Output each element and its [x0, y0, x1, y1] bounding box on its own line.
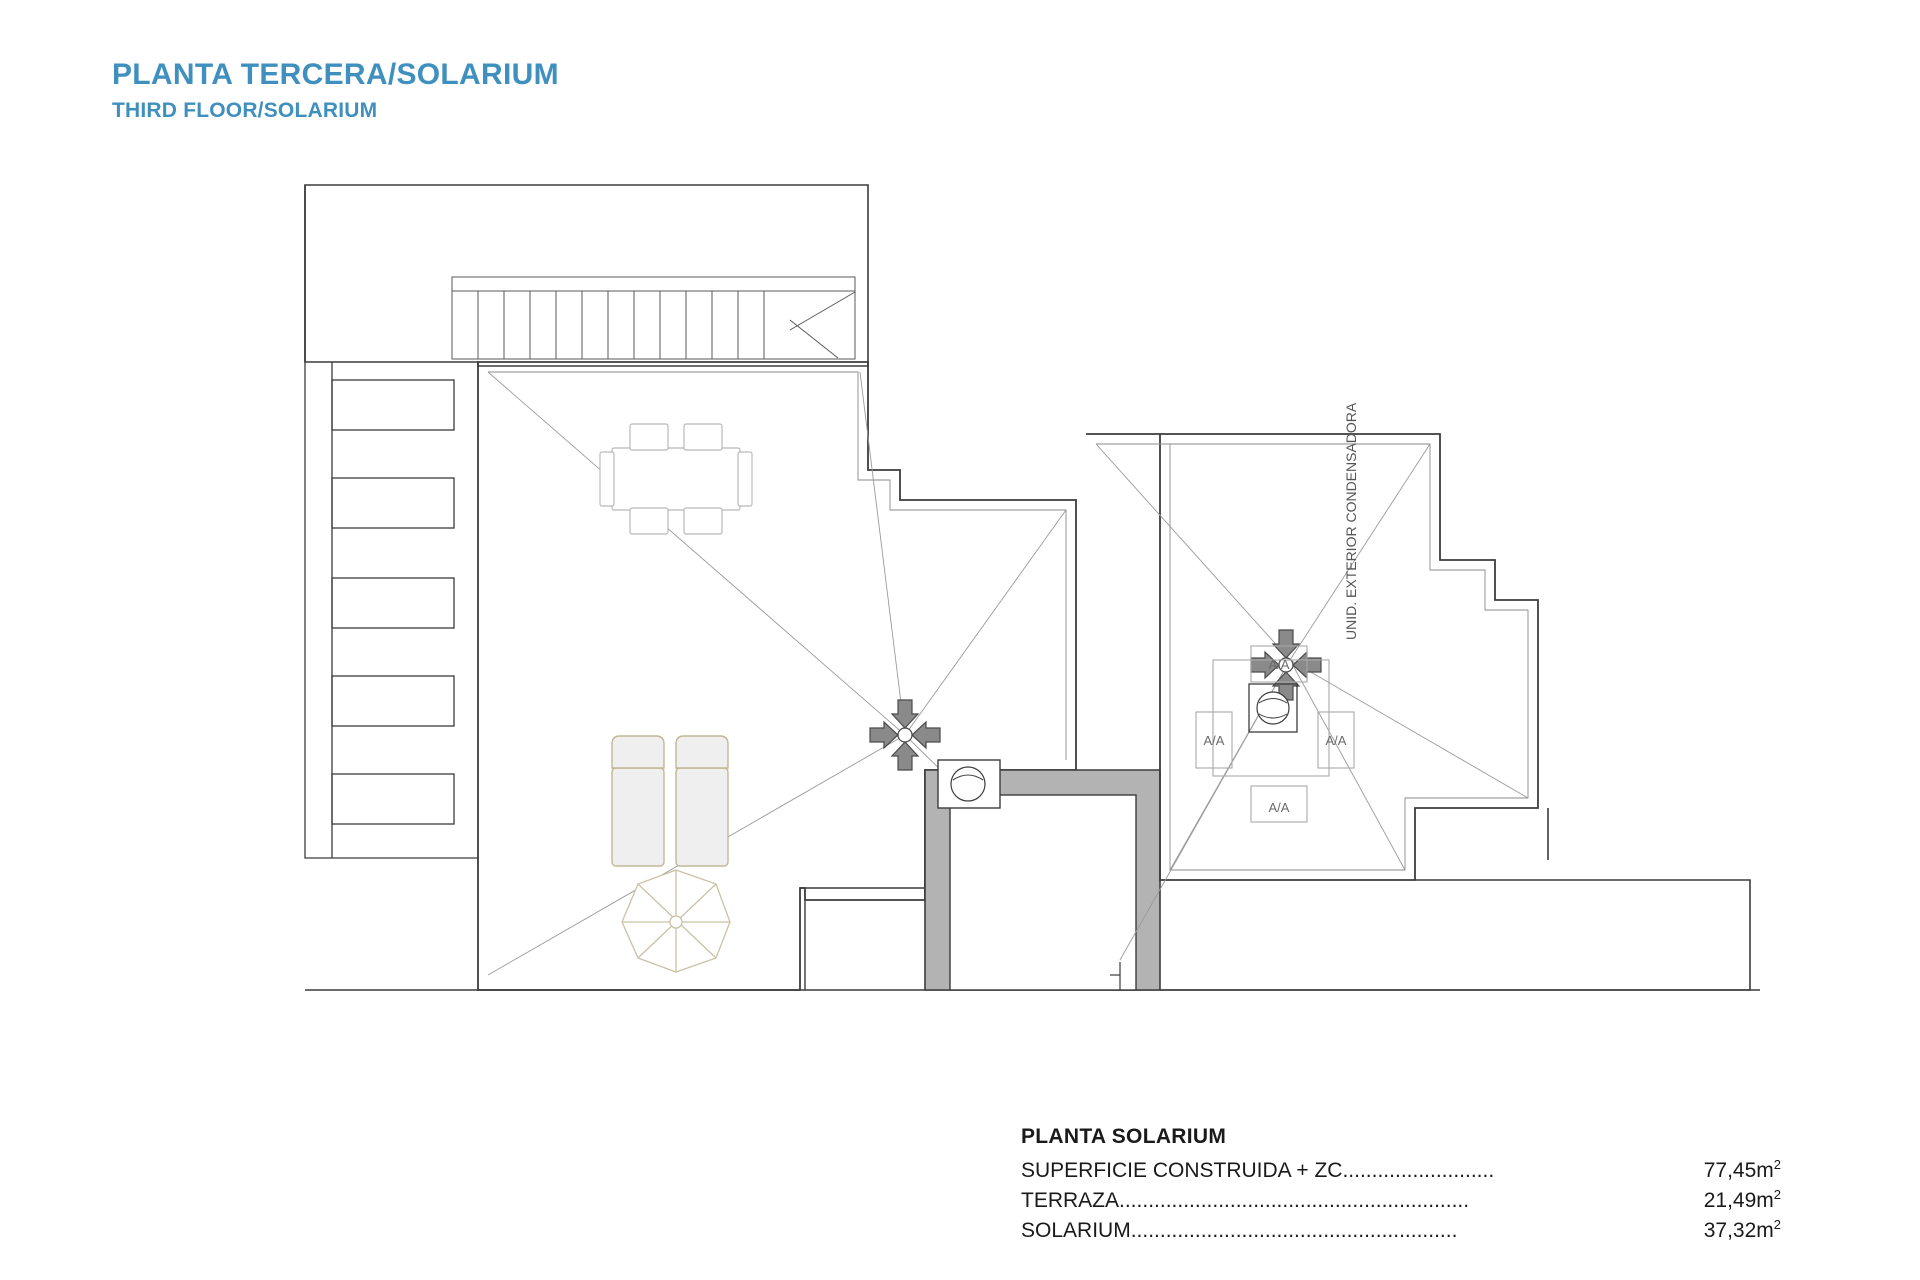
ac-tag-right: A/A	[1325, 733, 1347, 748]
legend-value-number: 77,45m	[1703, 1159, 1774, 1182]
legend-row	[1021, 1216, 1781, 1246]
ac-tag-left: A/A	[1203, 733, 1225, 748]
page-title-en: THIRD FLOOR/SOLARIUM	[112, 99, 378, 122]
legend-label: TERRAZA	[1021, 1188, 1120, 1212]
table-and-chairs-furniture	[600, 424, 752, 534]
sun-loungers-furniture	[612, 736, 730, 972]
legend-value-unit: 2	[1773, 1157, 1781, 1172]
legend-value-unit: 2	[1773, 1216, 1781, 1232]
ac-tag-top: A/A	[1268, 657, 1290, 672]
legend-value-number: 37,32m	[1703, 1218, 1774, 1242]
terrace-notch	[800, 888, 925, 990]
legend-row	[1021, 1186, 1781, 1216]
outdoor-unit-label: UNID. EXTERIOR CONDENSADORA	[1343, 402, 1359, 640]
legend-value	[1704, 1186, 1781, 1216]
legend-value	[1704, 1156, 1781, 1186]
legend-dots: ............................................................	[1119, 1188, 1470, 1212]
page-title-es: PLANTA TERCERA/SOLARIUM	[112, 58, 559, 91]
legend-label: SOLARIUM	[1021, 1218, 1131, 1242]
legend-value-number: 21,49m	[1703, 1188, 1774, 1212]
legend-value-unit: 2	[1773, 1186, 1781, 1202]
right-lower-step	[1160, 808, 1750, 990]
area-legend	[1021, 1125, 1781, 1245]
upper-left-block	[305, 185, 868, 366]
ac-tag-bottom: A/A	[1268, 800, 1290, 815]
legend-dots: ..........................	[1342, 1159, 1495, 1182]
parasol-icon	[622, 870, 730, 972]
left-terrace-inner	[488, 372, 1066, 760]
legend-row	[1021, 1156, 1781, 1186]
legend-dots: ........................................................	[1130, 1218, 1458, 1242]
legend-title: PLANTA SOLARIUM	[1021, 1125, 1227, 1148]
legend-value	[1704, 1216, 1781, 1246]
left-railing-panels	[305, 362, 478, 858]
legend-label: SUPERFICIE CONSTRUIDA + ZC	[1021, 1159, 1343, 1182]
staircase	[452, 277, 855, 359]
stair-core-box	[925, 760, 1160, 990]
